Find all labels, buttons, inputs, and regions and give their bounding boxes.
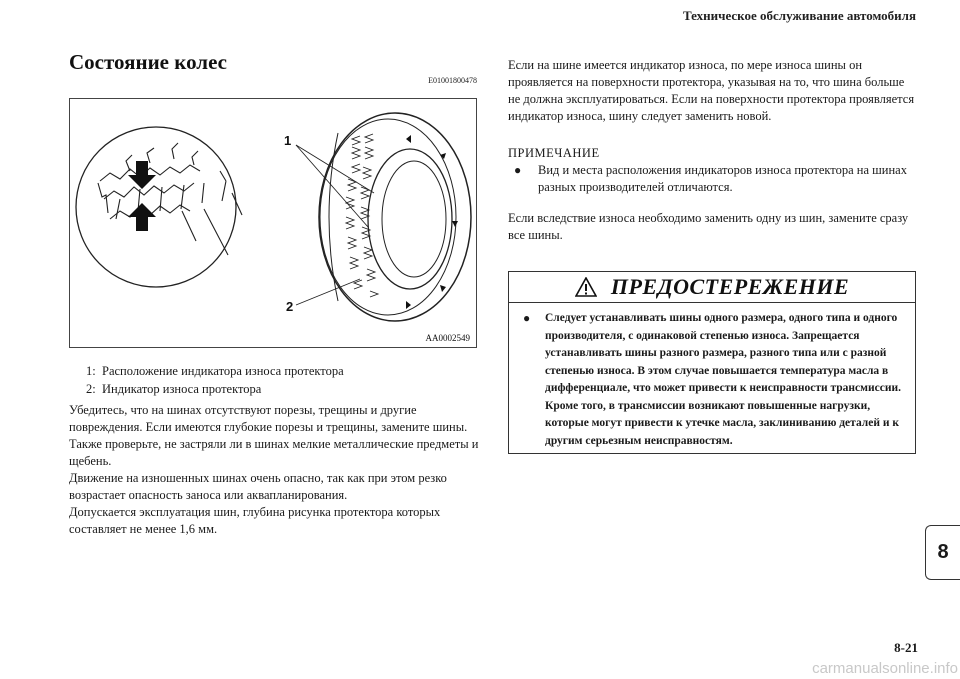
legend-text: Индикатор износа протектора [102, 382, 262, 396]
tire-rim [368, 149, 452, 289]
left-text-block [69, 402, 479, 538]
bullet-icon: ● [523, 311, 531, 325]
note-item [508, 162, 918, 196]
legend-text: Расположение индикатора износа протектора [102, 364, 344, 378]
right-text-block [508, 57, 918, 244]
warning-title: ПРЕДОСТЕРЕЖЕНИЕ [610, 274, 850, 299]
page-number: 8-21 [894, 640, 918, 655]
legend-number: 2: [86, 382, 96, 396]
note-heading: ПРИМЕЧАНИЕ [508, 146, 600, 160]
legend-number: 1: [86, 364, 96, 378]
callout-1: 1 [284, 133, 292, 148]
paragraph: Движение на изношенных шинах очень опасно, так как при этом резко возрастает опасность заноса или аквапланирования. [69, 471, 447, 502]
figure-legend [86, 362, 476, 398]
callout-2: 2 [286, 299, 294, 314]
note-text: Вид и места расположения индикаторов износа протектора на шинах разных производителей отличаются. [538, 163, 907, 194]
running-header: Техническое обслуживание автомобиля [682, 8, 916, 23]
watermark: carmanualsonline.info [812, 660, 958, 677]
warning-header [509, 272, 915, 303]
tire-illustration [70, 99, 476, 347]
paragraph: Убедитесь, что на шинах отсутствуют порезы, трещины и другие повреждения. Если имеются глубокие порезы и трещины, замените шины. Также проверьте, не застряли ли в шинах мелкие металлические предметы и щебень. [69, 403, 479, 468]
paragraph: Если вследствие износа необходимо заменить одну из шин, замените сразу все шины. [508, 211, 909, 242]
bullet-icon: ● [514, 163, 522, 177]
warning-triangle-icon [575, 277, 597, 297]
section-title: Состояние колес [69, 50, 227, 74]
chapter-tab: 8 [925, 525, 960, 580]
paragraph: Допускается эксплуатация шин, глубина рисунка протектора которых составляет не менее 1,6 мм. [69, 505, 441, 536]
tire-wear-figure [69, 98, 477, 348]
paragraph: Если на шине имеется индикатор износа, по мере износа шины он проявляется на поверхности протектора, указывая на то, что шина больше не должна эксплуатироваться. Если на поверхности протектора проявляется индикатор износа, шину следует заменить новой. [508, 58, 915, 123]
warning-text: Следует устанавливать шины одного размера, одного типа и одного производителя, с одинаковой степенью износа. Запрещается устанавливать шины разного размера, разного типа или с разной степенью износа. В этом случае повышается температура масла в дифференциале, что может привести к неисправности трансмиссии. Кроме того, в трансмиссии возникают повышенные нагрузки, которые могут привести к утечке масла, заклиниванию деталей и к другим серьезным неисправностям. [545, 312, 901, 447]
warning-box [508, 271, 916, 454]
warning-item [509, 303, 915, 450]
figure-code: AA0002549 [425, 333, 470, 343]
section-code: E01001800478 [428, 76, 477, 85]
legend-item [86, 362, 476, 380]
magnifier-circle [76, 127, 236, 287]
legend-item [86, 380, 476, 398]
